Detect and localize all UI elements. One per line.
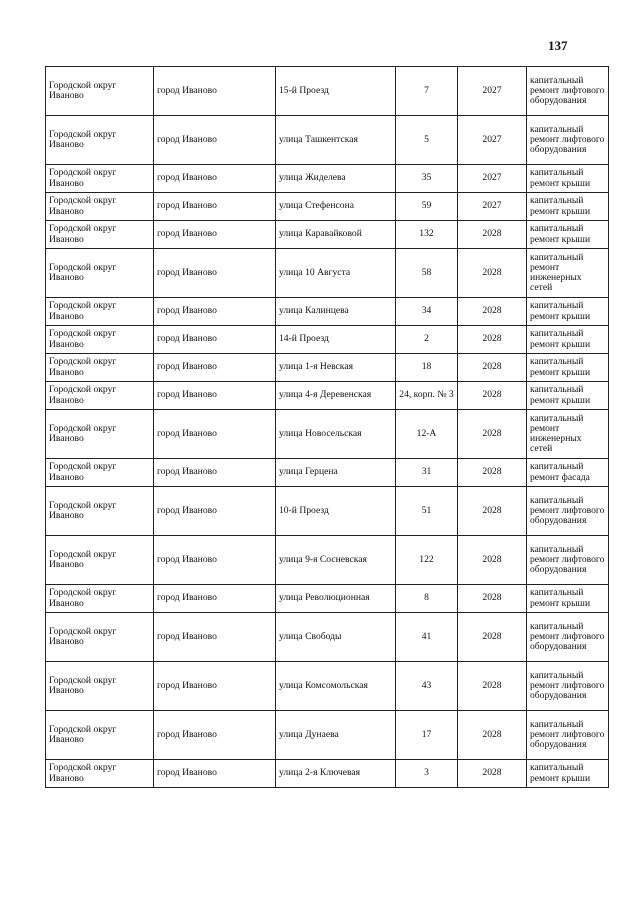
okrug-cell: Городской округ Иваново bbox=[46, 410, 154, 459]
house-cell: 35 bbox=[396, 165, 458, 193]
year-cell: 2028 bbox=[458, 354, 527, 382]
work-type-cell: капитальный ремонт лифтового оборудования bbox=[527, 67, 609, 116]
street-cell: улица Герцена bbox=[276, 459, 396, 487]
year-cell: 2028 bbox=[458, 221, 527, 249]
house-cell: 2 bbox=[396, 326, 458, 354]
work-type-cell: капитальный ремонт крыши bbox=[527, 760, 609, 788]
year-cell: 2027 bbox=[458, 193, 527, 221]
table-row bbox=[46, 193, 609, 221]
work-type-cell: капитальный ремонт лифтового оборудования bbox=[527, 487, 609, 536]
street-cell: улица Новосельская bbox=[276, 410, 396, 459]
gorod-cell: город Иваново bbox=[154, 249, 276, 298]
house-cell: 12-А bbox=[396, 410, 458, 459]
work-type-cell: капитальный ремонт крыши bbox=[527, 193, 609, 221]
gorod-cell: город Иваново bbox=[154, 67, 276, 116]
work-type-cell: капитальный ремонт крыши bbox=[527, 298, 609, 326]
okrug-cell: Городской округ Иваново bbox=[46, 382, 154, 410]
year-cell: 2028 bbox=[458, 760, 527, 788]
street-cell: 10-й Проезд bbox=[276, 487, 396, 536]
house-cell: 17 bbox=[396, 711, 458, 760]
house-cell: 41 bbox=[396, 613, 458, 662]
house-cell: 3 bbox=[396, 760, 458, 788]
year-cell: 2027 bbox=[458, 67, 527, 116]
repair-schedule-table bbox=[45, 66, 609, 788]
table-row bbox=[46, 711, 609, 760]
street-cell: 14-й Проезд bbox=[276, 326, 396, 354]
gorod-cell: город Иваново bbox=[154, 613, 276, 662]
house-cell: 5 bbox=[396, 116, 458, 165]
year-cell: 2027 bbox=[458, 116, 527, 165]
street-cell: улица Революционная bbox=[276, 585, 396, 613]
work-type-cell: капитальный ремонт крыши bbox=[527, 354, 609, 382]
street-cell: улица 1-я Невская bbox=[276, 354, 396, 382]
work-type-cell: капитальный ремонт крыши bbox=[527, 382, 609, 410]
house-cell: 34 bbox=[396, 298, 458, 326]
okrug-cell: Городской округ Иваново bbox=[46, 67, 154, 116]
table-row bbox=[46, 326, 609, 354]
okrug-cell: Городской округ Иваново bbox=[46, 354, 154, 382]
house-cell: 132 bbox=[396, 221, 458, 249]
okrug-cell: Городской округ Иваново bbox=[46, 613, 154, 662]
okrug-cell: Городской округ Иваново bbox=[46, 459, 154, 487]
work-type-cell: капитальный ремонт лифтового оборудования bbox=[527, 711, 609, 760]
street-cell: улица Калинцева bbox=[276, 298, 396, 326]
year-cell: 2028 bbox=[458, 585, 527, 613]
work-type-cell: капитальный ремонт крыши bbox=[527, 326, 609, 354]
table-row bbox=[46, 298, 609, 326]
table-row bbox=[46, 382, 609, 410]
street-cell: улица Каравайковой bbox=[276, 221, 396, 249]
work-type-cell: капитальный ремонт крыши bbox=[527, 165, 609, 193]
work-type-cell: капитальный ремонт крыши bbox=[527, 585, 609, 613]
gorod-cell: город Иваново bbox=[154, 354, 276, 382]
gorod-cell: город Иваново bbox=[154, 459, 276, 487]
year-cell: 2028 bbox=[458, 459, 527, 487]
table-row bbox=[46, 410, 609, 459]
house-cell: 7 bbox=[396, 67, 458, 116]
house-cell: 24, корп. № 3 bbox=[396, 382, 458, 410]
okrug-cell: Городской округ Иваново bbox=[46, 116, 154, 165]
gorod-cell: город Иваново bbox=[154, 410, 276, 459]
gorod-cell: город Иваново bbox=[154, 711, 276, 760]
street-cell: улица Свободы bbox=[276, 613, 396, 662]
house-cell: 18 bbox=[396, 354, 458, 382]
work-type-cell: капитальный ремонт инженерных сетей bbox=[527, 249, 609, 298]
table-row bbox=[46, 613, 609, 662]
okrug-cell: Городской округ Иваново bbox=[46, 326, 154, 354]
work-type-cell: капитальный ремонт инженерных сетей bbox=[527, 410, 609, 459]
house-cell: 122 bbox=[396, 536, 458, 585]
gorod-cell: город Иваново bbox=[154, 165, 276, 193]
table-row bbox=[46, 585, 609, 613]
table-row bbox=[46, 487, 609, 536]
table-row bbox=[46, 67, 609, 116]
gorod-cell: город Иваново bbox=[154, 116, 276, 165]
okrug-cell: Городской округ Иваново bbox=[46, 193, 154, 221]
street-cell: улица 9-я Сосневская bbox=[276, 536, 396, 585]
okrug-cell: Городской округ Иваново bbox=[46, 165, 154, 193]
okrug-cell: Городской округ Иваново bbox=[46, 221, 154, 249]
table-row bbox=[46, 536, 609, 585]
table-row bbox=[46, 249, 609, 298]
year-cell: 2028 bbox=[458, 382, 527, 410]
gorod-cell: город Иваново bbox=[154, 760, 276, 788]
house-cell: 8 bbox=[396, 585, 458, 613]
year-cell: 2028 bbox=[458, 298, 527, 326]
okrug-cell: Городской округ Иваново bbox=[46, 760, 154, 788]
gorod-cell: город Иваново bbox=[154, 536, 276, 585]
table-row bbox=[46, 165, 609, 193]
house-cell: 43 bbox=[396, 662, 458, 711]
street-cell: улица Ташкентская bbox=[276, 116, 396, 165]
table-row bbox=[46, 354, 609, 382]
table-row bbox=[46, 662, 609, 711]
table-row bbox=[46, 459, 609, 487]
work-type-cell: капитальный ремонт лифтового оборудования bbox=[527, 613, 609, 662]
page-number: 137 bbox=[548, 38, 568, 53]
table-row bbox=[46, 760, 609, 788]
street-cell: улица 2-я Ключевая bbox=[276, 760, 396, 788]
gorod-cell: город Иваново bbox=[154, 382, 276, 410]
work-type-cell: капитальный ремонт лифтового оборудования bbox=[527, 662, 609, 711]
okrug-cell: Городской округ Иваново bbox=[46, 249, 154, 298]
street-cell: улица Комсомольская bbox=[276, 662, 396, 711]
street-cell: 15-й Проезд bbox=[276, 67, 396, 116]
house-cell: 58 bbox=[396, 249, 458, 298]
okrug-cell: Городской округ Иваново bbox=[46, 585, 154, 613]
work-type-cell: капитальный ремонт лифтового оборудования bbox=[527, 116, 609, 165]
work-type-cell: капитальный ремонт лифтового оборудования bbox=[527, 536, 609, 585]
year-cell: 2028 bbox=[458, 487, 527, 536]
year-cell: 2028 bbox=[458, 410, 527, 459]
year-cell: 2028 bbox=[458, 536, 527, 585]
okrug-cell: Городской округ Иваново bbox=[46, 298, 154, 326]
year-cell: 2028 bbox=[458, 326, 527, 354]
street-cell: улица Стефенсона bbox=[276, 193, 396, 221]
table-row bbox=[46, 221, 609, 249]
house-cell: 51 bbox=[396, 487, 458, 536]
work-type-cell: капитальный ремонт крыши bbox=[527, 221, 609, 249]
street-cell: улица Дунаева bbox=[276, 711, 396, 760]
gorod-cell: город Иваново bbox=[154, 221, 276, 249]
gorod-cell: город Иваново bbox=[154, 585, 276, 613]
okrug-cell: Городской округ Иваново bbox=[46, 536, 154, 585]
gorod-cell: город Иваново bbox=[154, 193, 276, 221]
house-cell: 59 bbox=[396, 193, 458, 221]
house-cell: 31 bbox=[396, 459, 458, 487]
gorod-cell: город Иваново bbox=[154, 326, 276, 354]
street-cell: улица 10 Августа bbox=[276, 249, 396, 298]
gorod-cell: город Иваново bbox=[154, 487, 276, 536]
year-cell: 2028 bbox=[458, 613, 527, 662]
year-cell: 2028 bbox=[458, 711, 527, 760]
gorod-cell: город Иваново bbox=[154, 662, 276, 711]
okrug-cell: Городской округ Иваново bbox=[46, 662, 154, 711]
street-cell: улица 4-я Деревенская bbox=[276, 382, 396, 410]
gorod-cell: город Иваново bbox=[154, 298, 276, 326]
year-cell: 2028 bbox=[458, 662, 527, 711]
okrug-cell: Городской округ Иваново bbox=[46, 487, 154, 536]
work-type-cell: капитальный ремонт фасада bbox=[527, 459, 609, 487]
okrug-cell: Городской округ Иваново bbox=[46, 711, 154, 760]
table-row bbox=[46, 116, 609, 165]
year-cell: 2027 bbox=[458, 165, 527, 193]
year-cell: 2028 bbox=[458, 249, 527, 298]
street-cell: улица Жиделева bbox=[276, 165, 396, 193]
